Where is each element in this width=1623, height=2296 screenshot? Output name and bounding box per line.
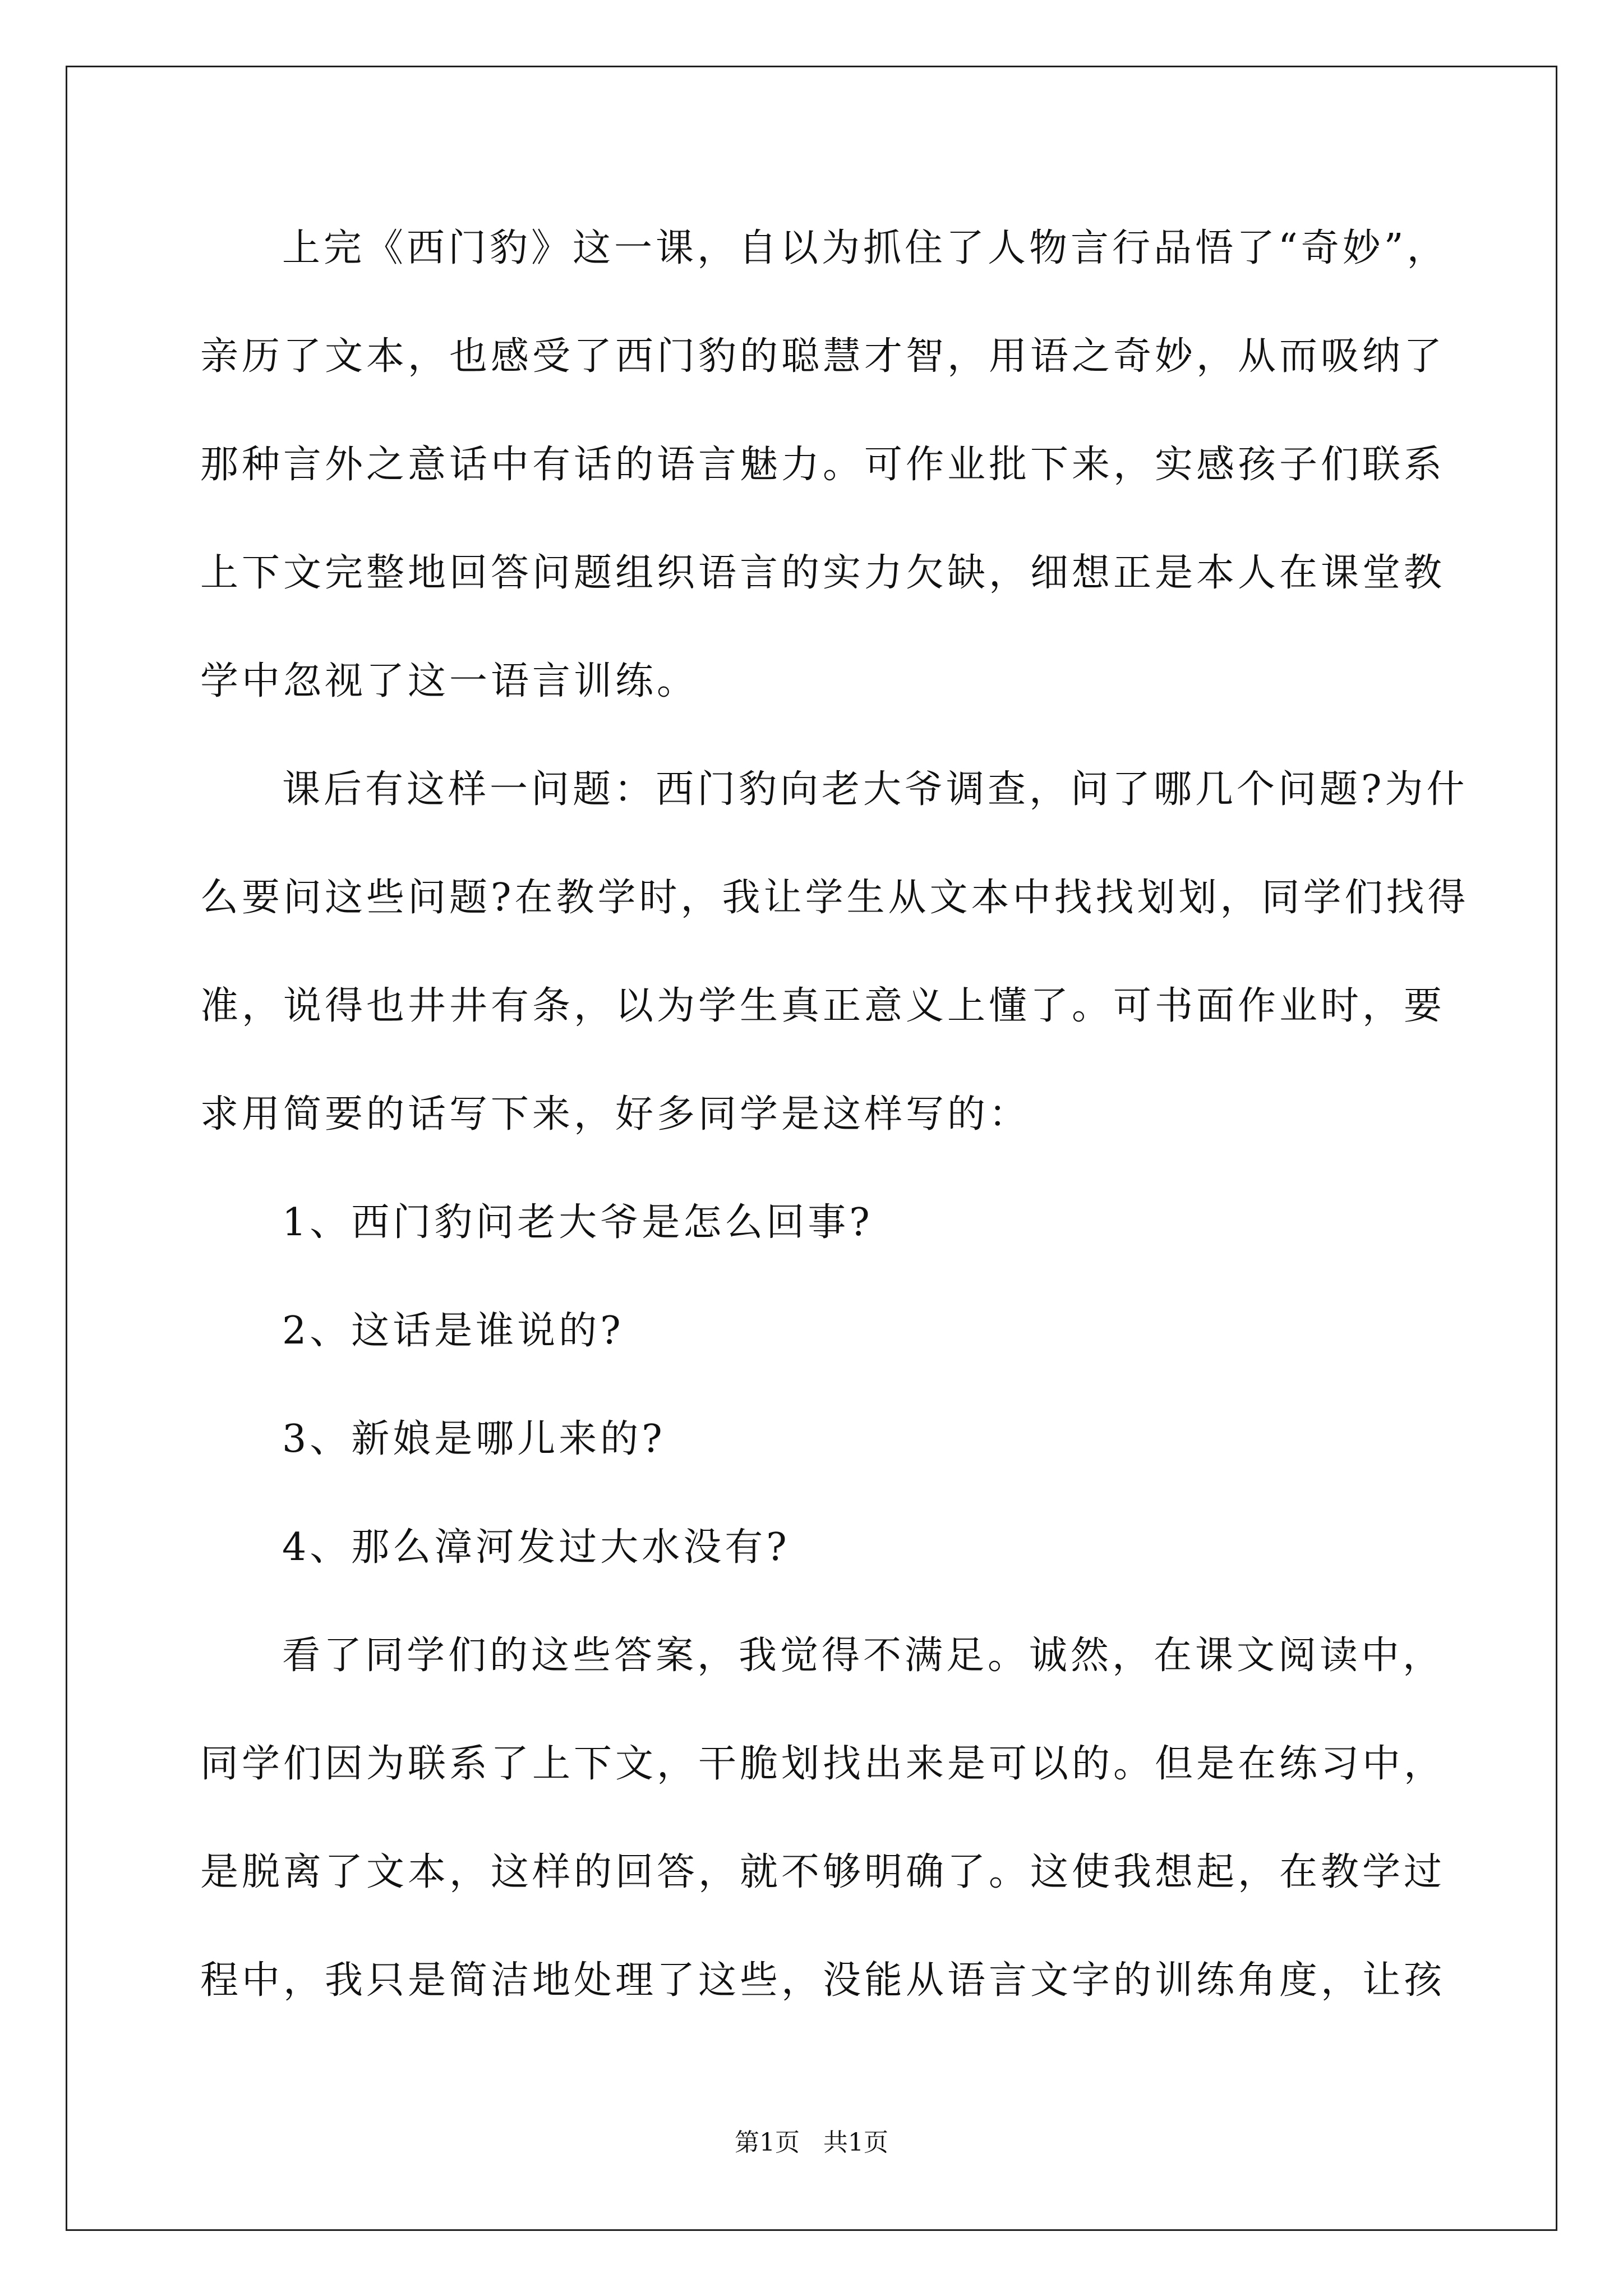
text-line: 准，说得也井井有条，以为学生真正意义上懂了。可书面作业时，要	[200, 984, 1446, 1028]
page-number-footer: 第1页 共1页	[735, 2128, 888, 2157]
text-line: 程中，我只是简洁地处理了这些，没能从语言文字的训练角度，让孩	[200, 1958, 1446, 2003]
list-item: 1、西门豹问老大爷是怎么回事?	[282, 1200, 873, 1245]
text-line: 那种言外之意话中有话的语言魅力。可作业批下来，实感孩子们联系	[200, 443, 1446, 487]
list-item: 4、那么漳河发过大水没有?	[282, 1525, 790, 1570]
text-line: 求用简要的话写下来，好多同学是这样写的：	[200, 1092, 1031, 1137]
text-line: 同学们因为联系了上下文，干脆划找出来是可以的。但是在练习中，	[200, 1742, 1446, 1786]
text-line: 亲历了文本，也感受了西门豹的聪慧才智，用语之奇妙，从而吸纳了	[200, 334, 1446, 379]
list-item: 3、新娘是哪儿来的?	[282, 1417, 666, 1461]
document-body	[200, 222, 1469, 2062]
text-line: 课后有这样一问题：西门豹向老大爷调查，问了哪几个问题?为什	[282, 767, 1468, 812]
list-item: 2、这话是谁说的?	[282, 1309, 624, 1353]
text-line: 么要问这些问题?在教学时，我让学生从文本中找找划划，同学们找得	[200, 876, 1469, 920]
text-line: 看了同学们的这些答案，我觉得不满足。诚然，在课文阅读中，	[282, 1634, 1445, 1678]
text-line: 学中忽视了这一语言训练。	[200, 659, 699, 703]
text-line: 是脱离了文本，这样的回答，就不够明确了。这使我想起，在教学过	[200, 1850, 1446, 1894]
text-line: 上下文完整地回答问题组织语言的实力欠缺，细想正是本人在课堂教	[200, 551, 1446, 595]
text-line: 上完《西门豹》这一课，自以为抓住了人物言行品悟了“奇妙”，	[282, 226, 1449, 270]
